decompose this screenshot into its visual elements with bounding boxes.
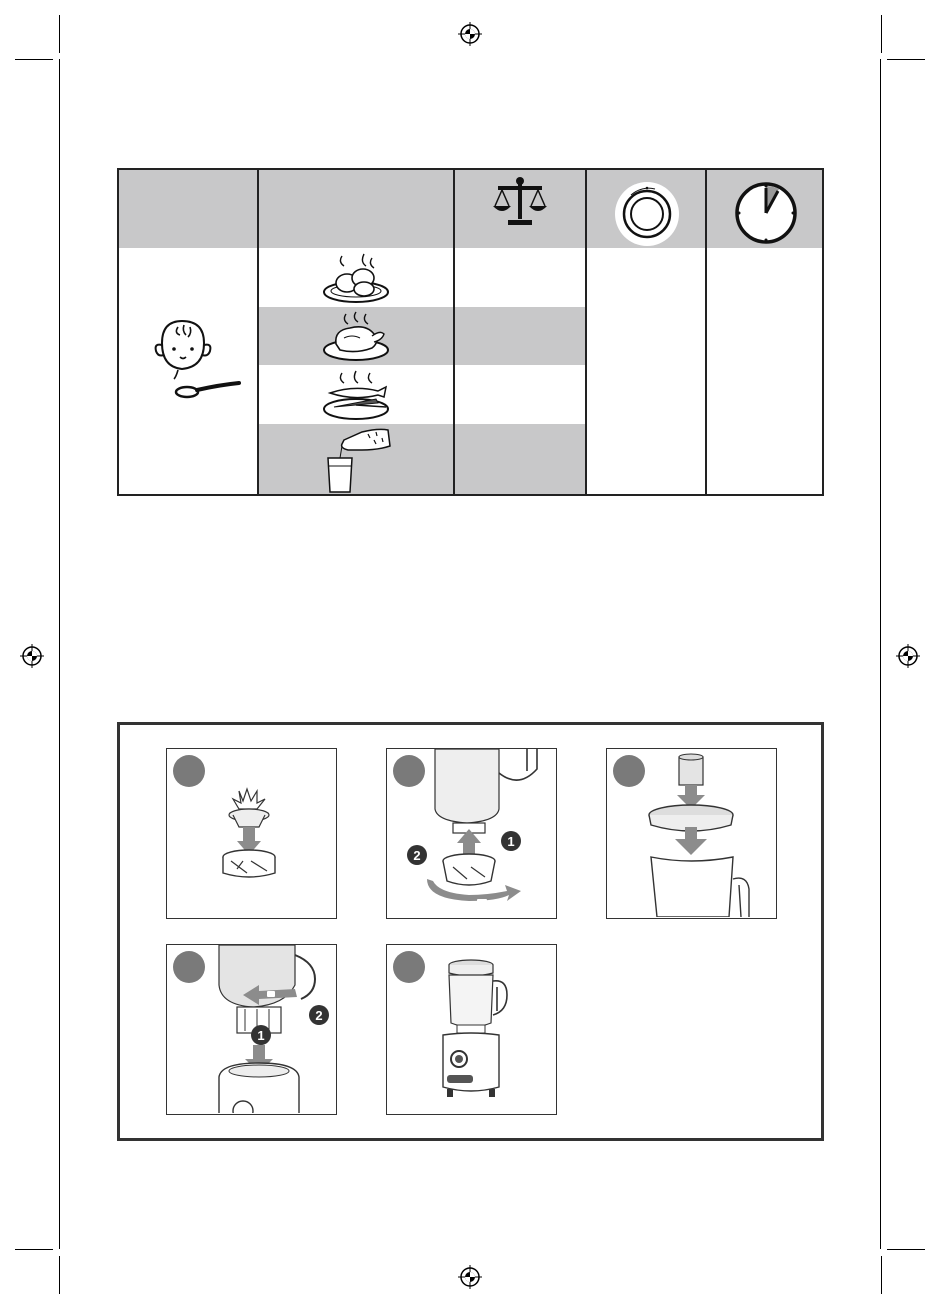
step-5-panel xyxy=(386,944,557,1115)
crop-mark-top-right-h xyxy=(887,59,925,60)
step-1-panel xyxy=(166,748,337,919)
registration-mark-bottom xyxy=(458,1265,482,1289)
recipe-table xyxy=(117,168,824,496)
crop-mark-bottom-left-h xyxy=(15,1249,53,1250)
blade-unit-into-ring-icon xyxy=(167,749,335,917)
crop-mark-bottom-left-v xyxy=(59,1256,60,1294)
crop-mark-top-right-v xyxy=(881,15,882,53)
crop-mark-top-left-v xyxy=(59,15,60,53)
baby-with-spoon-icon xyxy=(129,310,249,410)
svg-text:2: 2 xyxy=(413,848,421,863)
registration-mark-top xyxy=(458,22,482,46)
assembly-steps xyxy=(117,722,824,1141)
crop-mark-top-left-h xyxy=(15,59,53,60)
crop-mark-bottom-right-v xyxy=(881,1256,882,1294)
scale-icon xyxy=(455,174,585,230)
assembled-blender-icon xyxy=(387,945,555,1113)
clock-icon xyxy=(735,182,797,244)
svg-text:2: 2 xyxy=(315,1008,323,1023)
chicken-plate-icon xyxy=(258,307,453,365)
registration-mark-right xyxy=(896,644,920,668)
registration-mark-left xyxy=(20,644,44,668)
step-3-panel xyxy=(606,748,777,919)
fish-carrot-plate-icon xyxy=(258,365,453,424)
step-2-panel xyxy=(386,748,557,919)
place-jar-on-base-icon xyxy=(167,945,335,1113)
potatoes-plate-icon xyxy=(258,248,453,307)
svg-text:1: 1 xyxy=(507,834,515,849)
svg-text:1: 1 xyxy=(257,1028,265,1043)
column-divider xyxy=(585,170,587,496)
attach-blade-unit-to-jar-icon xyxy=(387,749,555,917)
crop-mark-bottom-right-h xyxy=(887,1249,925,1250)
step-4-panel xyxy=(166,944,337,1115)
speed-dial-icon xyxy=(615,182,679,246)
water-bottle-glass-icon xyxy=(258,424,453,496)
lid-and-cap-on-jar-icon xyxy=(607,749,775,917)
column-divider xyxy=(705,170,707,496)
